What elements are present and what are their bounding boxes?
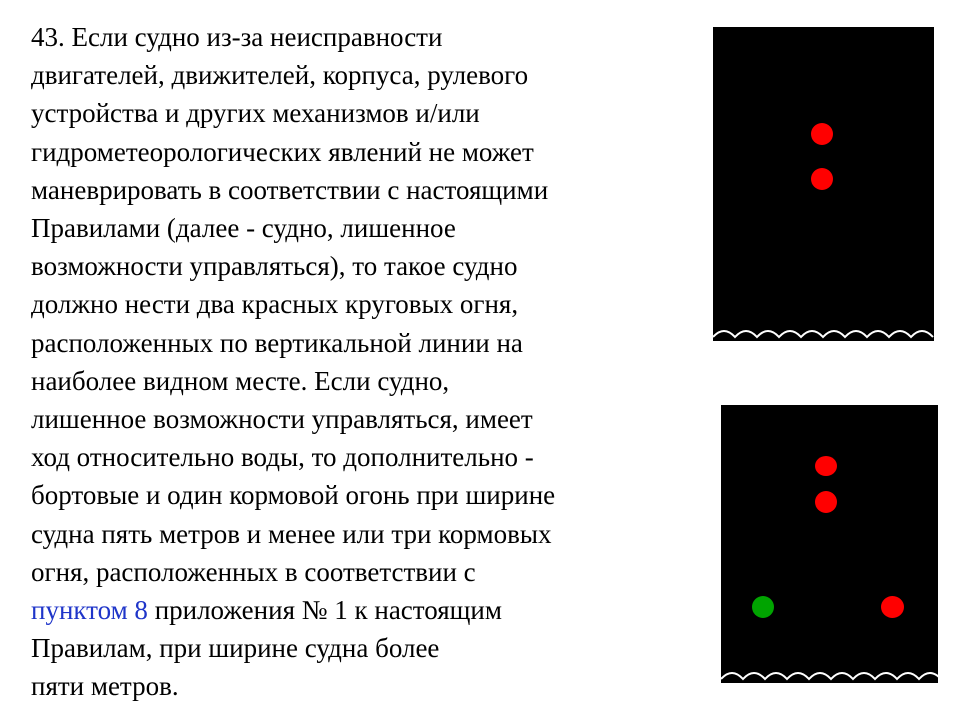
paragraph-line: должно нести два красных круговых огня, bbox=[31, 289, 519, 320]
paragraph-line: 43. Если судно из-за неисправности bbox=[31, 22, 443, 52]
paragraph-line: расположенных по вертикальной линии на bbox=[31, 327, 523, 358]
paragraph-line: лишенное возможности управляться, имеет bbox=[31, 404, 533, 435]
rule-paragraph bbox=[31, 18, 671, 706]
paragraph-line: бортовые и один кормовой огонь при ширине bbox=[31, 480, 556, 511]
paragraph-line: огня, расположенных в соответствии с bbox=[31, 556, 476, 587]
paragraph-line: Правилам, при ширине судна более bbox=[31, 633, 440, 664]
paragraph-line: ход относительно воды, то дополнительно - bbox=[31, 442, 534, 473]
paragraph-line: наиболее видном месте. Если судно, bbox=[31, 365, 450, 396]
rule-reference-link[interactable]: пунктом 8 bbox=[31, 595, 148, 626]
paragraph-line: двигателей, движителей, корпуса, рулевого bbox=[31, 60, 529, 91]
red-all-round-light-upper bbox=[811, 123, 833, 145]
red-all-round-light-lower bbox=[811, 168, 833, 190]
paragraph-line: Правилами (далее - судно, лишенное bbox=[31, 213, 456, 244]
paragraph-line-with-link bbox=[31, 591, 671, 629]
paragraph-line: пяти метров. bbox=[31, 671, 179, 702]
paragraph-line: гидрометеорологических явлений не может bbox=[31, 136, 534, 167]
water-waves-icon bbox=[721, 663, 938, 683]
paragraph-line: судна пять метров и менее или три кормовых bbox=[31, 518, 552, 549]
illustration-vessel-under-way bbox=[721, 405, 938, 683]
paragraph-line: устройства и других механизмов и/или bbox=[31, 98, 480, 129]
paragraph-line: возможности управляться), то такое судно bbox=[31, 251, 518, 282]
illustration-stationary-vessel bbox=[713, 27, 934, 341]
red-all-round-light-lower bbox=[815, 491, 837, 513]
green-side-light bbox=[752, 596, 774, 618]
red-side-light bbox=[881, 596, 904, 618]
water-waves-icon bbox=[713, 321, 934, 341]
paragraph-line: маневрировать в соответствии с настоящими bbox=[31, 174, 549, 205]
paragraph-line-text: приложения № 1 к настоящим bbox=[147, 595, 502, 626]
red-all-round-light-upper bbox=[815, 456, 837, 476]
